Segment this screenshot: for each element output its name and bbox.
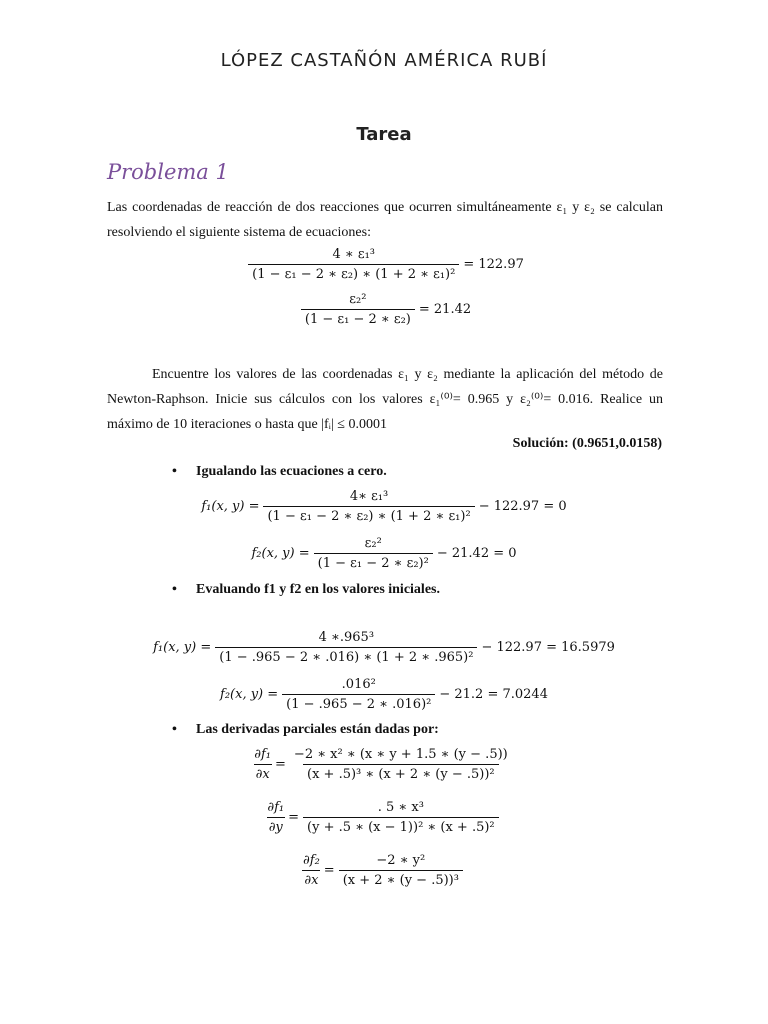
d1-lhs-numerator: ∂f₁ [254,747,272,762]
zeroed-f1 [0,489,768,524]
d3-denominator: (x + 2 ∗ (y − .5))³ [339,870,463,888]
bullet-text: Evaluando f1 y f2 en los valores iniciales. [196,582,440,597]
evaluated-f1-lhs: f₁(x, y) = [153,640,212,655]
eq2-rhs: = 21.42 [418,302,472,317]
bullet-evaluating [172,582,440,598]
eq1-numerator: 4 ∗ ε₁³ [332,247,375,262]
evaluated-f1-denominator: (1 − .965 − 2 ∗ .016) ∗ (1 + 2 ∗ .965)² [215,647,477,665]
zeroed-f2 [0,536,768,571]
zeroed-f2-numerator: ε₂² [364,536,382,551]
zeroed-f2-denominator: (1 − ε₁ − 2 ∗ ε₂)² [314,553,433,571]
derivative-df2-dx [0,853,768,888]
evaluated-f2 [0,677,768,712]
d3-lhs-numerator: ∂f₂ [303,853,320,868]
bullet-dot: • [172,464,177,479]
zeroed-f1-rhs: − 122.97 = 0 [478,499,567,514]
d2-denominator: (y + .5 ∗ (x − 1))² ∗ (x + .5)² [303,817,499,835]
evaluated-f1-numerator: 4 ∗.965³ [318,630,375,645]
evaluated-f2-lhs: f₂(x, y) = [220,687,279,702]
bullet-zeroing [172,464,387,480]
d2-numerator: . 5 ∗ x³ [377,800,424,815]
zeroed-f1-numerator: 4∗ ε₁³ [349,489,389,504]
eq2-denominator: (1 − ε₁ − 2 ∗ ε₂) [301,309,415,327]
problem-heading: Problema 1 [107,160,229,184]
derivative-df1-dy [0,800,768,835]
eq1-denominator: (1 − ε₁ − 2 ∗ ε₂) ∗ (1 + 2 ∗ ε₁)² [248,264,459,282]
equals-sign: = [323,863,335,878]
bullet-dot: • [172,582,177,597]
evaluated-f2-denominator: (1 − .965 − 2 ∗ .016)² [282,694,435,712]
d1-denominator: (x + .5)³ ∗ (x + 2 ∗ (y − .5))² [303,764,499,782]
d1-numerator: −2 ∗ x² ∗ (x ∗ y + 1.5 ∗ (y − .5)) [293,747,508,762]
equals-sign: = [275,757,286,772]
zeroed-f2-lhs: f₂(x, y) = [251,546,310,561]
eq2-numerator: ε₂² [349,292,367,307]
system-equation-1 [0,247,768,282]
document-title: Tarea [356,124,412,145]
zeroed-f2-rhs: − 21.42 = 0 [436,546,517,561]
bullet-text: Igualando las ecuaciones a cero. [196,464,387,479]
equals-sign: = [288,810,300,825]
d3-numerator: −2 ∗ y² [376,853,426,868]
derivative-df1-dx [0,747,768,782]
zeroed-f1-denominator: (1 − ε₁ − 2 ∗ ε₂) ∗ (1 + 2 ∗ ε₁)² [263,506,474,524]
evaluated-f2-rhs: − 21.2 = 7.0244 [439,687,548,702]
instructions-paragraph: Encuentre los valores de las coordenadas ε₁ y ε₂ mediante la aplicación del método de Newton-Raphson. Inicie sus cálculos con los valores ε₁⁽⁰⁾= 0.965 y ε₂⁽⁰⁾= 0.016. Realice un máximo de 10 iteraciones o hasta que |fᵢ| ≤ 0.0001 [107,367,663,432]
bullet-text: Las derivadas parciales están dadas por: [196,722,439,737]
bullet-dot: • [172,722,177,737]
system-equation-2 [0,292,768,327]
evaluated-f1 [0,630,768,665]
intro-paragraph: Las coordenadas de reacción de dos reacciones que ocurren simultáneamente ε₁ y ε₂ se calculan resolviendo el siguiente sistema de ecuaciones: [107,200,663,240]
zeroed-f1-lhs: f₁(x, y) = [201,499,260,514]
eq1-rhs: = 122.97 [463,257,524,272]
author-name: LÓPEZ CASTAÑÓN AMÉRICA RUBÍ [220,50,548,71]
evaluated-f1-rhs: − 122.97 = 16.5979 [481,640,615,655]
evaluated-f2-numerator: .016² [341,677,376,692]
d2-lhs-numerator: ∂f₁ [267,800,285,815]
d1-lhs-denominator: ∂x [254,764,272,782]
d2-lhs-denominator: ∂y [267,817,285,835]
d3-lhs-denominator: ∂x [302,870,320,888]
solution-text: Solución: (0.9651,0.0158) [512,436,662,451]
bullet-derivatives [172,722,439,738]
